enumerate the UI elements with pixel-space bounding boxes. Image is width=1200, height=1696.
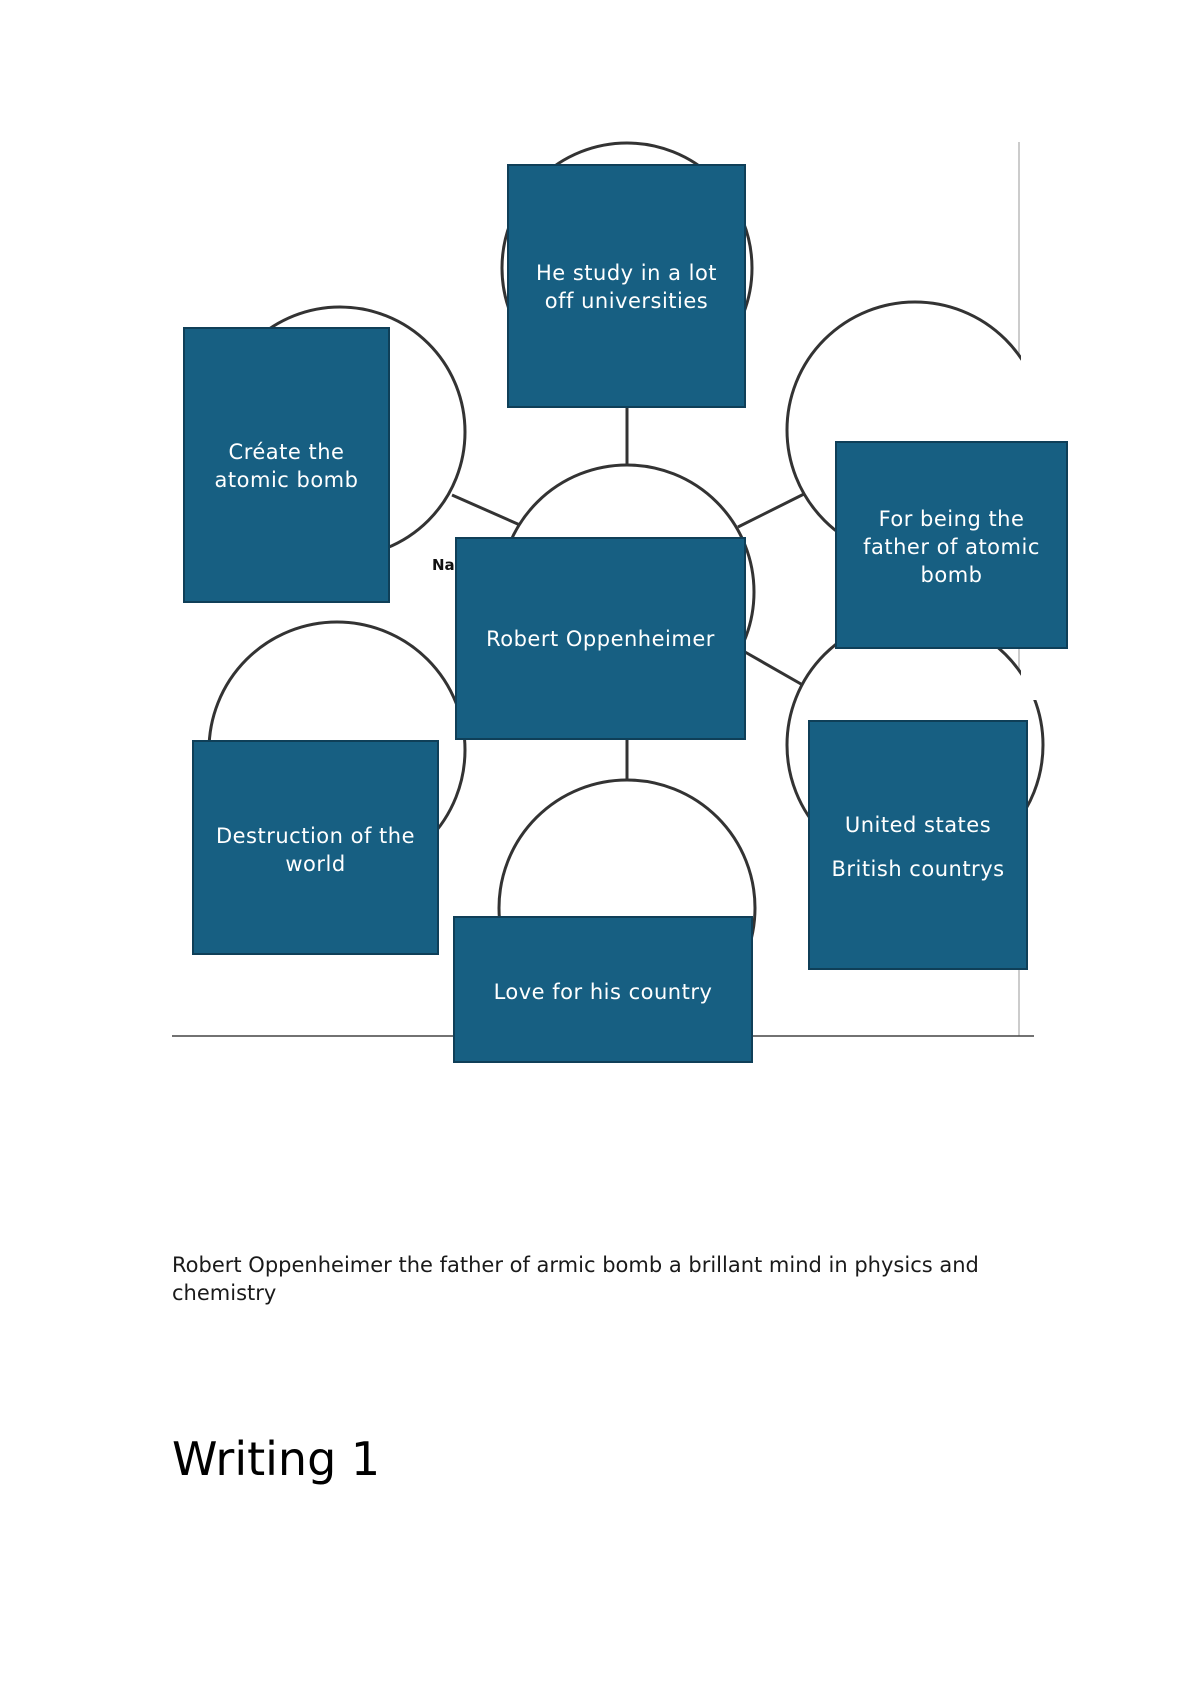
connector-right-bottom — [745, 652, 808, 688]
box-top-line-1: He study in a lot — [535, 261, 718, 285]
template-name-label: Na — [432, 556, 455, 574]
box-right-top-line-2: father of atomic — [863, 535, 1040, 559]
mind-map-box-center — [455, 537, 746, 740]
mind-map-box-top — [507, 164, 746, 408]
summary-paragraph: Robert Oppenheimer the father of armic bomb a brillant mind in physics and chemistry — [172, 1253, 979, 1305]
mind-map-box-bottom-left — [192, 740, 439, 955]
mind-map-box-left — [183, 327, 390, 603]
box-bottom-left-line-2: world — [285, 852, 346, 876]
connector-left — [452, 495, 520, 525]
mind-map-box-right-top — [835, 441, 1068, 649]
box-left-line-1: Créate the — [228, 440, 345, 464]
box-right-bottom-line-2: British countrys — [831, 857, 1005, 881]
box-left-line-2: atomic bomb — [214, 468, 359, 492]
section-heading: Writing 1 — [172, 1432, 381, 1486]
mind-map-box-right-bottom — [808, 720, 1028, 970]
mind-map-box-bottom — [453, 916, 753, 1063]
box-right-top-line-3: bomb — [920, 563, 983, 587]
box-top-line-2: off universities — [544, 289, 709, 313]
box-right-bottom-line-1: United states — [844, 813, 992, 837]
connector-right-top — [738, 492, 808, 527]
box-bottom-left-line-1: Destruction of the — [215, 824, 416, 848]
box-center-label: Robert Oppenheimer — [486, 627, 715, 651]
box-bottom-label: Love for his country — [493, 980, 713, 1004]
box-right-top-line-1: For being the — [878, 507, 1025, 531]
